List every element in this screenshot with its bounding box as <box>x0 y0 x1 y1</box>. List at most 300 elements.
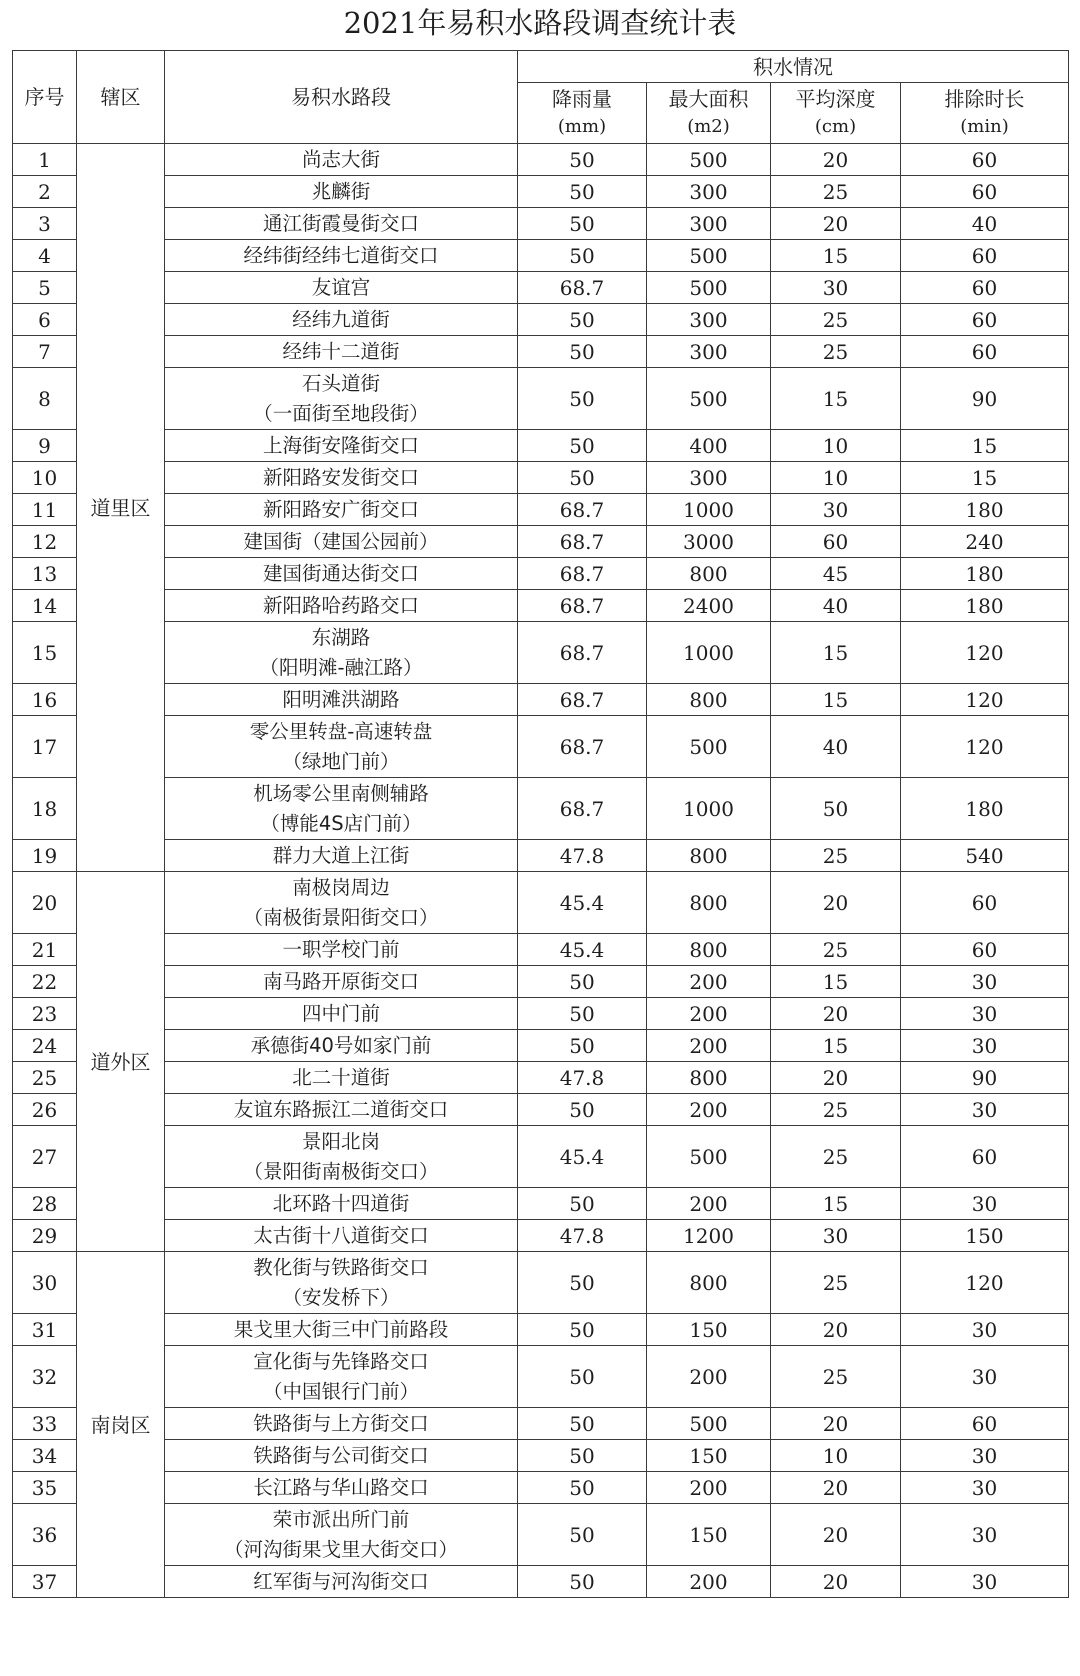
road-name <box>165 872 518 934</box>
road-name-note: （一面街至地段街） <box>253 401 429 425</box>
depth-value: 45 <box>771 558 901 590</box>
road-name-line: 四中门前 <box>301 1001 380 1025</box>
rainfall-value: 68.7 <box>518 558 647 590</box>
duration-value: 90 <box>901 368 1069 430</box>
row-index: 7 <box>13 336 77 368</box>
depth-value: 50 <box>771 778 901 840</box>
area-value: 500 <box>647 1126 771 1188</box>
rainfall-value: 50 <box>518 1472 647 1504</box>
area-value: 500 <box>647 716 771 778</box>
table-row <box>13 144 1069 176</box>
rainfall-value: 50 <box>518 176 647 208</box>
road-name-line: 铁路街与公司街交口 <box>253 1443 429 1467</box>
area-value: 300 <box>647 336 771 368</box>
area-value: 200 <box>647 1472 771 1504</box>
row-index: 11 <box>13 494 77 526</box>
area-value: 500 <box>647 144 771 176</box>
depth-value: 15 <box>771 684 901 716</box>
road-name-line: 零公里转盘-高速转盘 <box>249 719 433 743</box>
rainfall-value: 68.7 <box>518 622 647 684</box>
table-row <box>13 966 1069 998</box>
row-index: 36 <box>13 1504 77 1566</box>
table-row <box>13 998 1069 1030</box>
table-row <box>13 368 1069 430</box>
depth-value: 25 <box>771 336 901 368</box>
header-area <box>647 83 771 144</box>
rainfall-value: 68.7 <box>518 684 647 716</box>
road-name <box>165 494 518 526</box>
table-row <box>13 1062 1069 1094</box>
depth-value: 10 <box>771 1440 901 1472</box>
rainfall-value: 68.7 <box>518 778 647 840</box>
area-value: 300 <box>647 462 771 494</box>
row-index: 24 <box>13 1030 77 1062</box>
table-row <box>13 1188 1069 1220</box>
row-index: 31 <box>13 1314 77 1346</box>
depth-value: 30 <box>771 494 901 526</box>
row-index: 15 <box>13 622 77 684</box>
road-name-line: 石头道街 <box>301 371 380 395</box>
row-index: 1 <box>13 144 77 176</box>
depth-value: 15 <box>771 1030 901 1062</box>
table-header <box>13 51 1069 144</box>
depth-value: 25 <box>771 1346 901 1408</box>
rainfall-value: 50 <box>518 1408 647 1440</box>
area-value: 300 <box>647 304 771 336</box>
road-name-line: 上海街安隆街交口 <box>262 433 419 457</box>
district-cell: 南岗区 <box>77 1252 165 1598</box>
depth-value: 25 <box>771 1126 901 1188</box>
table-row <box>13 272 1069 304</box>
row-index: 14 <box>13 590 77 622</box>
area-value: 500 <box>647 368 771 430</box>
header-depth <box>771 83 901 144</box>
road-name <box>165 1126 518 1188</box>
road-name-line: 机场零公里南侧辅路 <box>253 781 429 805</box>
table-row <box>13 1314 1069 1346</box>
road-name-line: 南极岗周边 <box>292 875 390 899</box>
road-name-line: 一职学校门前 <box>282 937 400 961</box>
rainfall-value: 50 <box>518 1252 647 1314</box>
road-name <box>165 1314 518 1346</box>
row-index: 28 <box>13 1188 77 1220</box>
road-name-note: （景阳街南极街交口） <box>243 1159 439 1183</box>
road-name-note: （安发桥下） <box>282 1285 400 1309</box>
rainfall-value: 50 <box>518 1030 647 1062</box>
row-index: 5 <box>13 272 77 304</box>
road-name-line: 南马路开原街交口 <box>262 969 419 993</box>
row-index: 32 <box>13 1346 77 1408</box>
table-row <box>13 1504 1069 1566</box>
depth-value: 15 <box>771 966 901 998</box>
area-value: 500 <box>647 240 771 272</box>
road-name-line: 群力大道上江街 <box>272 843 410 867</box>
road-name <box>165 840 518 872</box>
row-index: 17 <box>13 716 77 778</box>
road-name <box>165 1408 518 1440</box>
area-value: 500 <box>647 272 771 304</box>
duration-value: 60 <box>901 176 1069 208</box>
table-row <box>13 622 1069 684</box>
area-value: 1000 <box>647 778 771 840</box>
duration-value: 30 <box>901 1314 1069 1346</box>
road-name <box>165 462 518 494</box>
duration-value: 15 <box>901 462 1069 494</box>
header-duration-unit: (min) <box>960 116 1009 137</box>
area-value: 800 <box>647 934 771 966</box>
road-name-line: 景阳北岗 <box>301 1129 380 1153</box>
rainfall-value: 50 <box>518 1346 647 1408</box>
duration-value: 540 <box>901 840 1069 872</box>
table-row <box>13 1252 1069 1314</box>
rainfall-value: 50 <box>518 998 647 1030</box>
depth-value: 25 <box>771 934 901 966</box>
table-row <box>13 1566 1069 1598</box>
area-value: 300 <box>647 176 771 208</box>
road-name <box>165 1252 518 1314</box>
road-name <box>165 368 518 430</box>
duration-value: 30 <box>901 966 1069 998</box>
rainfall-value: 50 <box>518 1440 647 1472</box>
area-value: 800 <box>647 684 771 716</box>
table-row <box>13 778 1069 840</box>
depth-value: 25 <box>771 1252 901 1314</box>
road-name <box>165 430 518 462</box>
road-name <box>165 272 518 304</box>
row-index: 21 <box>13 934 77 966</box>
table-body <box>13 144 1069 1598</box>
table-row <box>13 1030 1069 1062</box>
road-name-line: 宣化街与先锋路交口 <box>253 1349 429 1373</box>
road-name <box>165 144 518 176</box>
area-value: 800 <box>647 1252 771 1314</box>
rainfall-value: 68.7 <box>518 590 647 622</box>
area-value: 500 <box>647 1408 771 1440</box>
road-name <box>165 208 518 240</box>
table-row <box>13 1346 1069 1408</box>
header-group: 积水情况 <box>518 51 1069 83</box>
area-value: 200 <box>647 998 771 1030</box>
area-value: 200 <box>647 1094 771 1126</box>
rainfall-value: 50 <box>518 966 647 998</box>
table-row <box>13 1220 1069 1252</box>
road-name-line: 果戈里大街三中门前路段 <box>233 1317 449 1341</box>
table-row <box>13 304 1069 336</box>
road-name <box>165 1188 518 1220</box>
rainfall-value: 50 <box>518 336 647 368</box>
header-area-unit: (m2) <box>687 116 730 137</box>
depth-value: 20 <box>771 1566 901 1598</box>
road-name-line: 荣市派出所门前 <box>272 1507 410 1531</box>
area-value: 800 <box>647 872 771 934</box>
table-row <box>13 840 1069 872</box>
row-index: 20 <box>13 872 77 934</box>
area-value: 150 <box>647 1440 771 1472</box>
header-duration-label: 排除时长 <box>944 87 1025 111</box>
road-name-line: 友谊东路振江二道街交口 <box>233 1097 449 1121</box>
duration-value: 120 <box>901 1252 1069 1314</box>
area-value: 200 <box>647 1030 771 1062</box>
depth-value: 25 <box>771 1094 901 1126</box>
rainfall-value: 50 <box>518 368 647 430</box>
duration-value: 240 <box>901 526 1069 558</box>
rainfall-value: 68.7 <box>518 272 647 304</box>
road-name-line: 铁路街与上方街交口 <box>253 1411 429 1435</box>
table-row <box>13 590 1069 622</box>
depth-value: 15 <box>771 240 901 272</box>
page-title: 2021年易积水路段调查统计表 <box>343 6 737 40</box>
header-depth-unit: (cm) <box>814 116 857 137</box>
table-row <box>13 1472 1069 1504</box>
rainfall-value: 50 <box>518 1314 647 1346</box>
road-name <box>165 336 518 368</box>
depth-value: 10 <box>771 430 901 462</box>
duration-value: 60 <box>901 272 1069 304</box>
road-name <box>165 1566 518 1598</box>
duration-value: 150 <box>901 1220 1069 1252</box>
rainfall-value: 68.7 <box>518 494 647 526</box>
rainfall-value: 47.8 <box>518 1220 647 1252</box>
table-row <box>13 684 1069 716</box>
rainfall-value: 50 <box>518 1188 647 1220</box>
header-depth-label: 平均深度 <box>795 87 876 111</box>
header-rainfall-label: 降雨量 <box>552 87 612 111</box>
road-name-note: （博能4S店门前） <box>260 811 422 835</box>
rainfall-value: 45.4 <box>518 934 647 966</box>
road-name <box>165 778 518 840</box>
duration-value: 30 <box>901 1030 1069 1062</box>
duration-value: 60 <box>901 1408 1069 1440</box>
duration-value: 90 <box>901 1062 1069 1094</box>
road-name-line: 友谊宫 <box>311 275 371 299</box>
rainfall-value: 50 <box>518 462 647 494</box>
rainfall-value: 50 <box>518 1566 647 1598</box>
table-row <box>13 526 1069 558</box>
row-index: 6 <box>13 304 77 336</box>
row-index: 13 <box>13 558 77 590</box>
area-value: 300 <box>647 208 771 240</box>
rainfall-value: 50 <box>518 304 647 336</box>
duration-value: 120 <box>901 716 1069 778</box>
road-name-line: 新阳路哈药路交口 <box>262 593 419 617</box>
duration-value: 60 <box>901 304 1069 336</box>
depth-value: 25 <box>771 176 901 208</box>
depth-value: 15 <box>771 368 901 430</box>
duration-value: 30 <box>901 998 1069 1030</box>
road-name <box>165 998 518 1030</box>
duration-value: 60 <box>901 872 1069 934</box>
road-name <box>165 1030 518 1062</box>
rainfall-value: 50 <box>518 1094 647 1126</box>
road-name-line: 经纬十二道街 <box>282 339 400 363</box>
depth-value: 10 <box>771 462 901 494</box>
row-index: 34 <box>13 1440 77 1472</box>
duration-value: 180 <box>901 494 1069 526</box>
area-value: 200 <box>647 966 771 998</box>
area-value: 3000 <box>647 526 771 558</box>
road-name <box>165 176 518 208</box>
table-row <box>13 240 1069 272</box>
duration-value: 60 <box>901 934 1069 966</box>
road-name <box>165 1504 518 1566</box>
road-name <box>165 304 518 336</box>
area-value: 150 <box>647 1314 771 1346</box>
row-index: 19 <box>13 840 77 872</box>
road-name-line: 太古街十八道街交口 <box>253 1223 429 1247</box>
road-name-line: 新阳路安广街交口 <box>262 497 419 521</box>
row-index: 30 <box>13 1252 77 1314</box>
road-name <box>165 1220 518 1252</box>
row-index: 18 <box>13 778 77 840</box>
depth-value: 20 <box>771 1062 901 1094</box>
row-index: 25 <box>13 1062 77 1094</box>
area-value: 800 <box>647 840 771 872</box>
duration-value: 60 <box>901 144 1069 176</box>
row-index: 16 <box>13 684 77 716</box>
area-value: 150 <box>647 1504 771 1566</box>
area-value: 400 <box>647 430 771 462</box>
depth-value: 60 <box>771 526 901 558</box>
table-row <box>13 462 1069 494</box>
road-name-note: （阳明滩-融江路） <box>259 655 423 679</box>
depth-value: 20 <box>771 1408 901 1440</box>
row-index: 9 <box>13 430 77 462</box>
road-name-line: 兆麟街 <box>311 179 371 203</box>
duration-value: 60 <box>901 1126 1069 1188</box>
road-name-line: 经纬街经纬七道街交口 <box>243 243 439 267</box>
road-name <box>165 1346 518 1408</box>
road-name-line: 尚志大街 <box>301 147 380 171</box>
depth-value: 40 <box>771 716 901 778</box>
duration-value: 30 <box>901 1094 1069 1126</box>
depth-value: 30 <box>771 1220 901 1252</box>
duration-value: 180 <box>901 778 1069 840</box>
district-cell: 道里区 <box>77 144 165 872</box>
header-duration <box>901 83 1069 144</box>
depth-value: 15 <box>771 1188 901 1220</box>
road-name <box>165 240 518 272</box>
depth-value: 30 <box>771 272 901 304</box>
depth-value: 25 <box>771 304 901 336</box>
road-name <box>165 716 518 778</box>
table-row <box>13 176 1069 208</box>
table-row <box>13 1440 1069 1472</box>
road-name <box>165 622 518 684</box>
road-name <box>165 526 518 558</box>
rainfall-value: 50 <box>518 208 647 240</box>
row-index: 33 <box>13 1408 77 1440</box>
rainfall-value: 50 <box>518 1504 647 1566</box>
table-row <box>13 872 1069 934</box>
road-name <box>165 684 518 716</box>
header-rainfall <box>518 83 647 144</box>
row-index: 29 <box>13 1220 77 1252</box>
table-row <box>13 934 1069 966</box>
rainfall-value: 50 <box>518 240 647 272</box>
depth-value: 20 <box>771 1472 901 1504</box>
rainfall-value: 45.4 <box>518 1126 647 1188</box>
depth-value: 20 <box>771 144 901 176</box>
road-name-note: （中国银行门前） <box>262 1379 419 1403</box>
area-value: 2400 <box>647 590 771 622</box>
depth-value: 25 <box>771 840 901 872</box>
depth-value: 15 <box>771 622 901 684</box>
row-index: 3 <box>13 208 77 240</box>
rainfall-value: 50 <box>518 144 647 176</box>
table-row <box>13 208 1069 240</box>
rainfall-value: 68.7 <box>518 716 647 778</box>
area-value: 200 <box>647 1566 771 1598</box>
area-value: 200 <box>647 1188 771 1220</box>
rainfall-value: 47.8 <box>518 840 647 872</box>
road-name-note: （南极街景阳街交口） <box>243 905 439 929</box>
depth-value: 20 <box>771 1504 901 1566</box>
road-name-line: 长江路与华山路交口 <box>253 1475 429 1499</box>
road-name-note: （绿地门前） <box>282 749 400 773</box>
road-name-line: 红军街与河沟街交口 <box>253 1569 429 1593</box>
header-area-label: 最大面积 <box>668 87 749 111</box>
duration-value: 120 <box>901 684 1069 716</box>
road-name-line: 通江街霞曼街交口 <box>262 211 419 235</box>
road-name <box>165 1062 518 1094</box>
road-name <box>165 1472 518 1504</box>
duration-value: 40 <box>901 208 1069 240</box>
duration-value: 30 <box>901 1440 1069 1472</box>
duration-value: 30 <box>901 1566 1069 1598</box>
header-road: 易积水路段 <box>165 51 518 144</box>
rainfall-value: 45.4 <box>518 872 647 934</box>
road-name-line: 建国街通达街交口 <box>262 561 419 585</box>
rainfall-value: 47.8 <box>518 1062 647 1094</box>
depth-value: 20 <box>771 208 901 240</box>
duration-value: 60 <box>901 240 1069 272</box>
table-row <box>13 1094 1069 1126</box>
rainfall-value: 50 <box>518 430 647 462</box>
area-value: 200 <box>647 1346 771 1408</box>
area-value: 800 <box>647 1062 771 1094</box>
road-name <box>165 558 518 590</box>
duration-value: 180 <box>901 558 1069 590</box>
road-name-line: 建国街（建国公园前） <box>243 529 439 553</box>
row-index: 2 <box>13 176 77 208</box>
table-row <box>13 494 1069 526</box>
row-index: 8 <box>13 368 77 430</box>
row-index: 12 <box>13 526 77 558</box>
header-index: 序号 <box>13 51 77 144</box>
road-name <box>165 966 518 998</box>
row-index: 23 <box>13 998 77 1030</box>
road-name <box>165 1094 518 1126</box>
row-index: 4 <box>13 240 77 272</box>
table-row <box>13 1408 1069 1440</box>
waterlogging-table <box>12 50 1069 1598</box>
road-name-line: 新阳路安发街交口 <box>262 465 419 489</box>
area-value: 1000 <box>647 622 771 684</box>
road-name-line: 北环路十四道街 <box>272 1191 410 1215</box>
road-name-line: 教化街与铁路街交口 <box>253 1255 429 1279</box>
table-row <box>13 336 1069 368</box>
row-index: 22 <box>13 966 77 998</box>
row-index: 35 <box>13 1472 77 1504</box>
depth-value: 40 <box>771 590 901 622</box>
area-value: 800 <box>647 558 771 590</box>
header-district: 辖区 <box>77 51 165 144</box>
row-index: 37 <box>13 1566 77 1598</box>
road-name <box>165 1440 518 1472</box>
table-row <box>13 1126 1069 1188</box>
rainfall-value: 68.7 <box>518 526 647 558</box>
road-name-line: 经纬九道街 <box>292 307 390 331</box>
